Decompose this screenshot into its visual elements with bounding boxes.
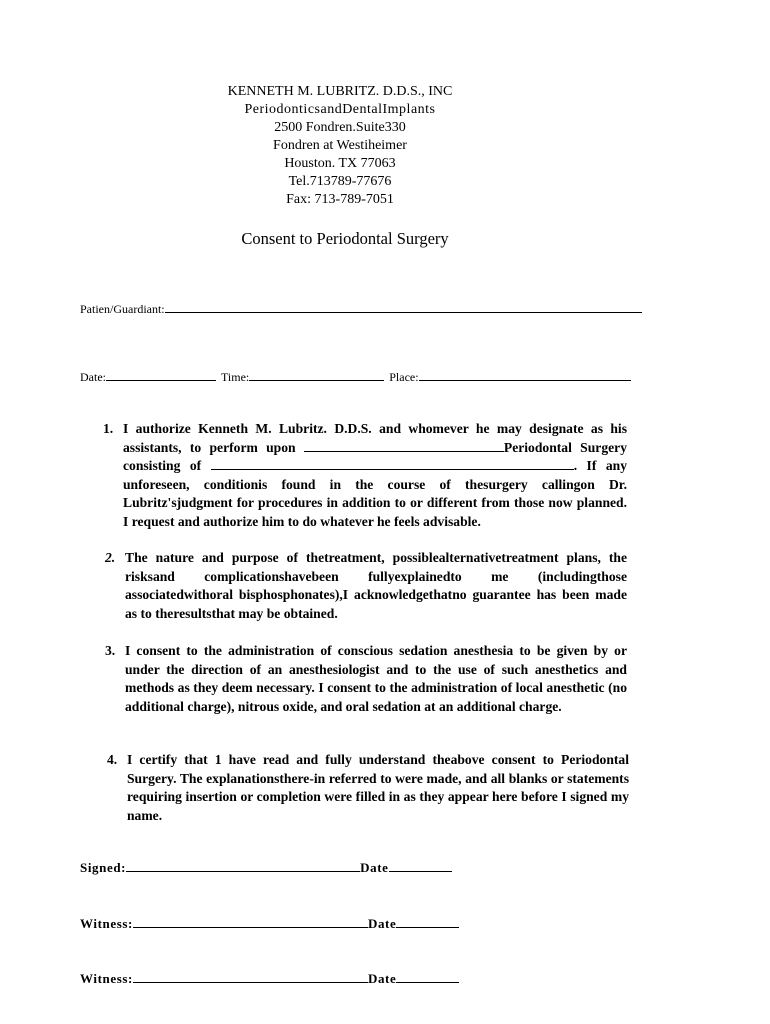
consent-clause-2 <box>105 549 627 623</box>
signed-row <box>80 860 452 876</box>
patient-input-line[interactable] <box>165 301 642 313</box>
date-label: Date: <box>80 370 106 384</box>
practice-specialty: PeriodonticsandDentalImplants <box>244 102 436 117</box>
procedure-details-blank[interactable] <box>211 457 574 470</box>
consent-clause-1 <box>103 420 628 531</box>
witness-row-1 <box>80 916 459 932</box>
witness-signature-line[interactable] <box>133 916 368 928</box>
consent-clause-4 <box>107 751 629 825</box>
address-line-2: Fondren at Westiheimer <box>273 138 407 153</box>
signed-date-label: Date <box>360 860 389 875</box>
clause-2-text: The nature and purpose of thetreatment, possiblealternativetreatment plans, the risksand complicationshavebeen fullyexplainedto me (includingthose associatedwithoral bisphosphonates),I acknowledgethatno guarantee has been made as to theresultsthat may be obtained. <box>125 550 627 621</box>
patient-label: Patien/Guardiant: <box>80 302 165 316</box>
witness-date-label: Date <box>367 971 397 986</box>
phone-number: Tel.713789-77676 <box>288 174 392 189</box>
practice-name: KENNETH M. LUBRITZ. D.D.S., INC <box>227 84 453 99</box>
time-label: Time: <box>221 370 250 384</box>
consent-clause-3 <box>105 642 627 716</box>
clause-number: 3. <box>105 643 116 658</box>
witness-date-label: Date <box>367 916 397 931</box>
witness-date-line[interactable] <box>396 916 459 928</box>
place-label: Place: <box>389 370 419 384</box>
clause-number: 4. <box>107 752 118 767</box>
clause-1-text-c: . If any unforeseen, conditionis found in the course of thesurgery callingon Dr. Lubritz'sjudgment for procedures in addition to or different from those now planned. I request and authorize him to do whatever he feels advisable. <box>123 458 628 529</box>
signature-line[interactable] <box>126 860 360 872</box>
witness-row-2 <box>80 971 459 987</box>
signed-label: Signed: <box>80 860 127 875</box>
clause-1-text-b: Periodontal Surgery consisting of <box>123 439 627 473</box>
witness-signature-line[interactable] <box>133 971 368 983</box>
clause-3-text: I consent to the administration of conscious sedation anesthesia to be given by or under the direction of an anesthesiologist and to the use of such anesthetics and methods as they deem necessary. I consent to the administration of local anesthetic (no additional charge), nitrous oxide, and oral sedation at an additional charge. <box>125 643 627 714</box>
signed-date-line[interactable] <box>389 860 452 872</box>
address-city: Houston. TX 77063 <box>284 156 396 171</box>
witness-label: Witness: <box>80 971 133 986</box>
witness-date-line[interactable] <box>396 971 459 983</box>
clause-1-text-a: I authorize Kenneth M. Lubritz. D.D.S. and whomever he may designate as his assistants, to perform upon <box>123 421 627 455</box>
patient-field-row <box>80 301 642 317</box>
fax-number: Fax: 713-789-7051 <box>286 192 394 207</box>
address-line-1: 2500 Fondren.Suite330 <box>274 120 406 135</box>
form-title: Consent to Periodontal Surgery <box>241 229 449 248</box>
date-time-place-row <box>80 369 631 385</box>
clause-number: 2. <box>105 550 116 565</box>
clause-number: 1. <box>103 421 114 436</box>
procedure-recipient-blank[interactable] <box>304 439 504 452</box>
time-input-line[interactable] <box>249 369 384 381</box>
clause-4-text: I certify that 1 have read and fully understand theabove consent to Periodontal Surgery. The explanationsthere-in referred to were made, and all blanks or statements requiring insertion or completion were filled in as they appear here before I signed my name. <box>127 752 629 823</box>
date-input-line[interactable] <box>106 369 216 381</box>
witness-label: Witness: <box>80 916 133 931</box>
place-input-line[interactable] <box>419 369 631 381</box>
